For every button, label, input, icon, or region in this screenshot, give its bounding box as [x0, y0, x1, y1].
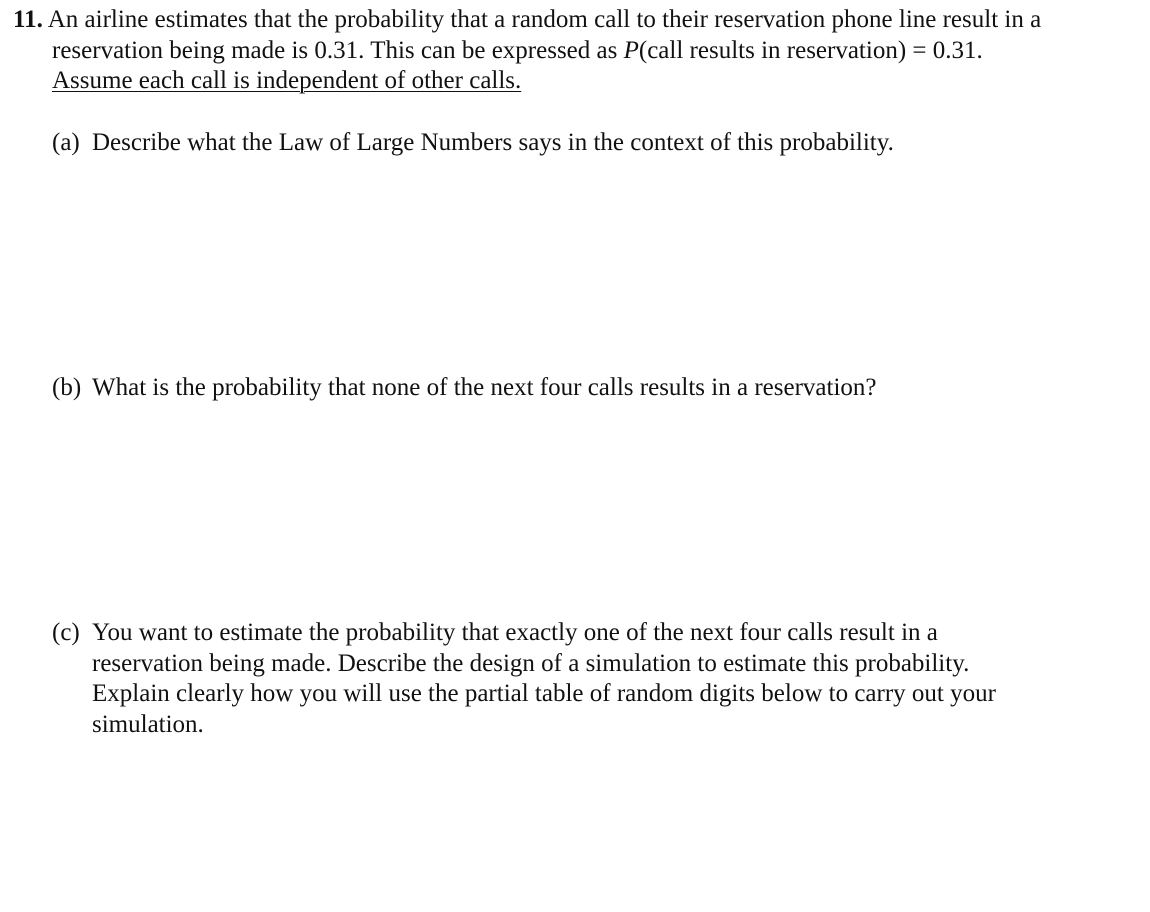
problem-line-2: [13, 36, 1138, 67]
part-b: [52, 373, 1132, 404]
part-a-label: (a): [52, 129, 80, 156]
part-c-question-line-1: You want to estimate the probability that exactly one of the next four calls result in a: [92, 619, 938, 646]
part-c-label: (c): [52, 619, 80, 646]
part-c: [52, 618, 1132, 740]
part-a-line-1: [52, 128, 1132, 159]
problem-11-statement: [13, 5, 1138, 97]
part-a: [52, 128, 1132, 159]
probability-symbol: P: [623, 36, 639, 64]
part-c-line-1: [52, 618, 1132, 649]
problem-line-3: [13, 66, 1138, 97]
problem-text-line-1: An airline estimates that the probability that a random call to their reservation phone line result in a: [42, 6, 1042, 33]
independence-assumption: Assume each call is independent of other calls.: [52, 67, 522, 94]
problem-line-1: [13, 5, 1138, 36]
part-b-line-1: [52, 373, 1132, 404]
part-b-label: (b): [52, 374, 82, 401]
probability-expression: (call results in reservation) = 0.31.: [638, 36, 983, 64]
part-c-line-3: Explain clearly how you will use the partial table of random digits below to carry out your: [92, 680, 996, 707]
problem-text-line-2: reservation being made is 0.31. This can be expressed as: [52, 36, 624, 64]
part-a-question: Describe what the Law of Large Numbers says in the context of this probability.: [92, 129, 894, 156]
part-c-line-4: simulation.: [92, 710, 204, 738]
part-c-line-2: reservation being made. Describe the design of a simulation to estimate this probability.: [92, 649, 970, 677]
part-b-question: What is the probability that none of the next four calls results in a reservation?: [92, 374, 877, 401]
problem-number: 11.: [13, 6, 43, 33]
